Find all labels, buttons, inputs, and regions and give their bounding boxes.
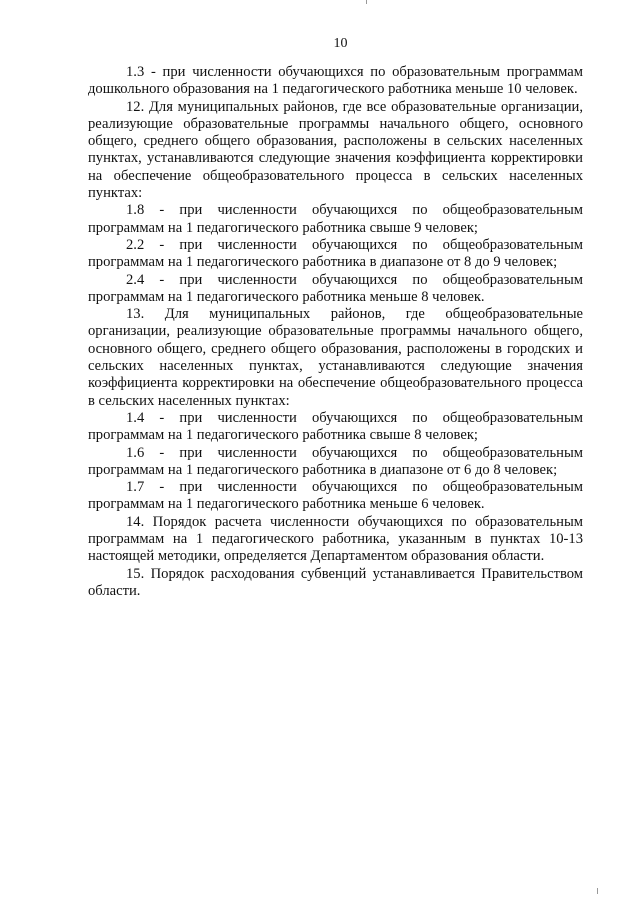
paragraph-13: 13. Для муниципальных районов, где общеобразовательные организации, реализующие образовательные программы начального общего, основного общего, среднего общего образования, расположены в городских и сельских населенных пунктах, устанавливаются следующие значения коэффициента корректировки на обеспечение общеобразовательного процесса в сельских населенных пунктах: <box>88 306 583 409</box>
paragraph-13-1-4: 1.4 - при численности обучающихся по общеобразовательным программам на 1 педагогического работника свыше 8 человек; <box>88 409 583 444</box>
paragraph-14: 14. Порядок расчета численности обучающихся по образовательным программам на 1 педагогического работника, указанным в пунктах 10-13 настоящей методики, определяется Департаментом образования области. <box>88 513 583 565</box>
paragraph-12-2-2: 2.2 - при численности обучающихся по общеобразовательным программам на 1 педагогического работника в диапазоне от 8 до 9 человек; <box>88 236 583 271</box>
scan-artifact-bottom <box>597 888 598 894</box>
paragraph-12: 12. Для муниципальных районов, где все образовательные организации, реализующие образовательные программы начального общего, основного общего, среднего общего образования, расположены в сельских населенных пунктах, устанавливаются следующие значения коэффициента корректировки на обеспечение общеобразовательного процесса в сельских населенных пунктах: <box>88 98 583 202</box>
paragraph-15: 15. Порядок расходования субвенций устанавливается Правительством области. <box>88 565 583 599</box>
page-number: 10 <box>333 36 348 51</box>
paragraph-12-2-4: 2.4 - при численности обучающихся по общеобразовательным программам на 1 педагогического работника меньше 8 человек. <box>88 271 583 305</box>
paragraph-1-3: 1.3 - при численности обучающихся по образовательным программам дошкольного образования на 1 педагогического работника меньше 10 человек. <box>88 64 583 98</box>
paragraph-13-1-6: 1.6 - при численности обучающихся по общеобразовательным программам на 1 педагогического работника в диапазоне от 6 до 8 человек; <box>88 444 583 478</box>
paragraph-12-1-8: 1.8 - при численности обучающихся по общеобразовательным программам на 1 педагогического работника свыше 9 человек; <box>88 202 583 236</box>
scan-artifact-top <box>366 0 367 4</box>
paragraph-13-1-7: 1.7 - при численности обучающихся по общеобразовательным программам на 1 педагогического работника меньше 6 человек. <box>88 479 583 513</box>
